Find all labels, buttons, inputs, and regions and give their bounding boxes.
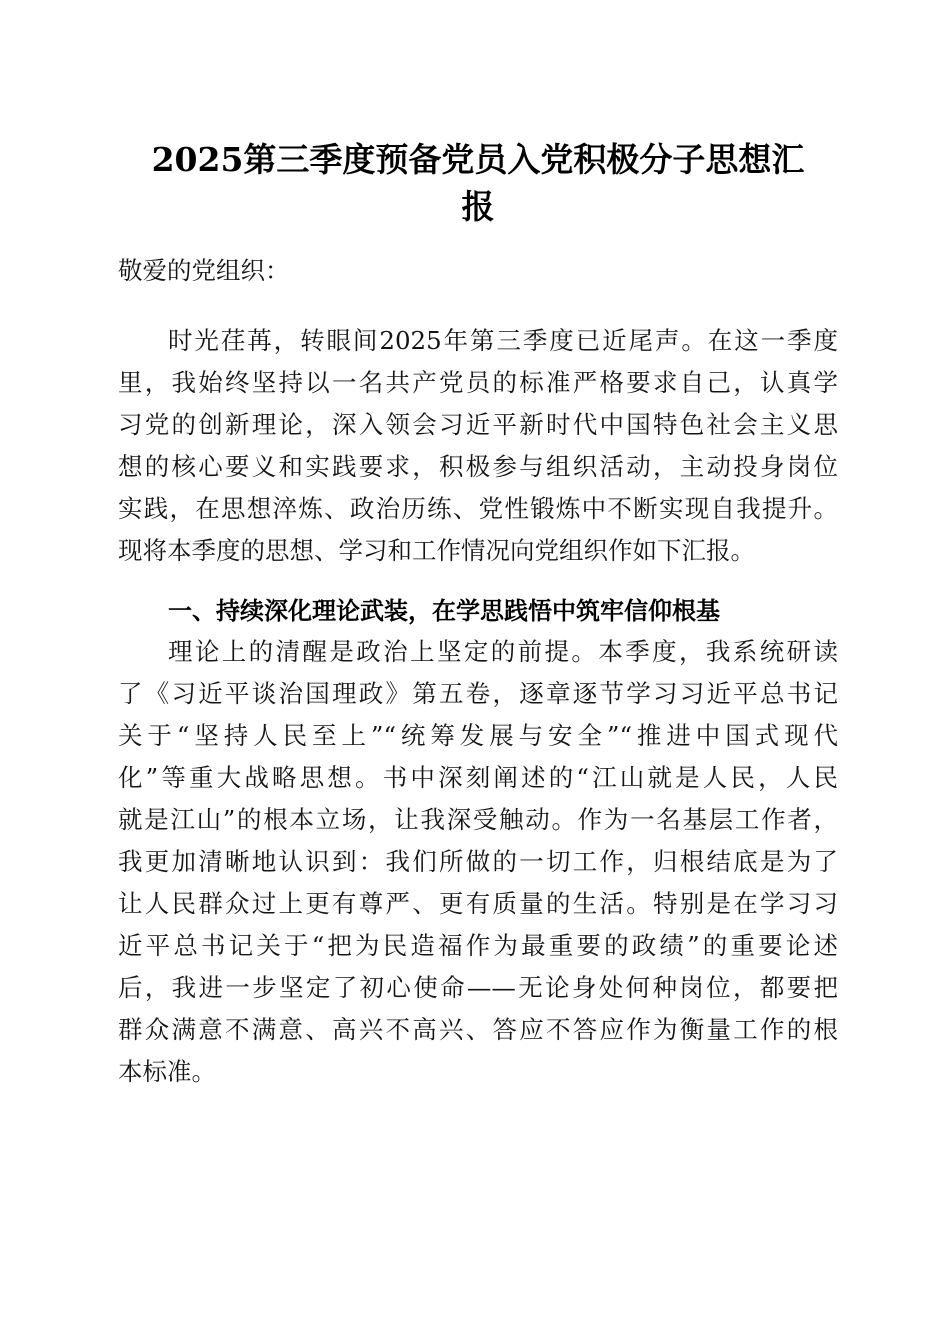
paragraph2-line: 后，我进一步坚定了初心使命——无论身处何种岗位，都要把	[118, 973, 838, 1002]
paragraph1-line: 想的核心要义和实践要求，积极参与组织活动，主动投身岗位	[118, 452, 838, 481]
document-title-line-1: 2025第三季度预备党员入党积极分子思想汇	[151, 140, 805, 179]
paragraph1-line: 实践，在思想淬炼、政治历练、党性锻炼中不断实现自我提升。	[118, 494, 838, 523]
paragraph1-line: 时光荏苒，转眼间2025年第三季度已近尾声。在这一季度	[168, 326, 838, 355]
salutation: 敬爱的党组织：	[118, 256, 290, 285]
document-title-line-2: 报	[461, 187, 495, 226]
paragraph1-line: 里，我始终坚持以一名共产党员的标准严格要求自己，认真学	[118, 368, 838, 397]
paragraph2-line: 群众满意不满意、高兴不高兴、答应不答应作为衡量工作的根	[118, 1015, 838, 1044]
paragraph2-line: 让人民群众过上更有尊严、更有质量的生活。特别是在学习习	[118, 889, 838, 918]
paragraph2-line: 化”等重大战略思想。书中深刻阐述的“江山就是人民，人民	[118, 763, 838, 792]
paragraph1-line: 习党的创新理论，深入领会习近平新时代中国特色社会主义思	[118, 410, 838, 439]
paragraph1-line: 现将本季度的思想、学习和工作情况向党组织作如下汇报。	[118, 536, 755, 565]
paragraph2-line: 本标准。	[118, 1057, 216, 1086]
paragraph2-line: 了《习近平谈治国理政》第五卷，逐章逐节学习习近平总书记	[118, 679, 838, 708]
paragraph2-line: 我更加清晰地认识到：我们所做的一切工作，归根结底是为了	[118, 847, 838, 876]
paragraph2-line: 就是江山”的根本立场，让我深受触动。作为一名基层工作者，	[118, 805, 838, 834]
paragraph2-line: 理论上的清醒是政治上坚定的前提。本季度，我系统研读	[168, 637, 838, 666]
paragraph2-line: 近平总书记关于“把为民造福作为最重要的政绩”的重要论述	[118, 931, 838, 960]
section1-heading: 一、持续深化理论武装，在学思践悟中筑牢信仰根基	[168, 597, 720, 625]
paragraph2-line: 关于“坚持人民至上”“统筹发展与安全”“推进中国式现代	[118, 721, 838, 750]
